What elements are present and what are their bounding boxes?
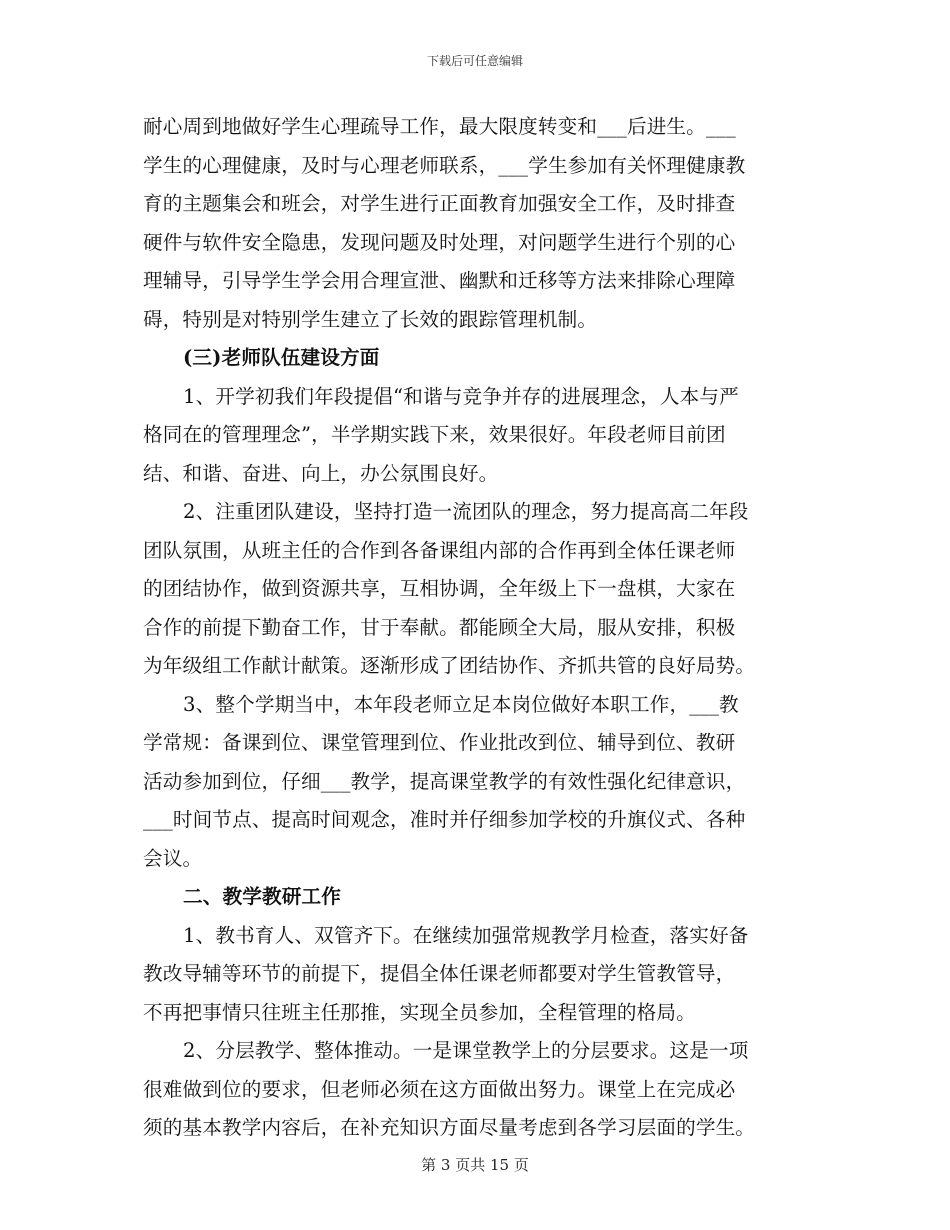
body-line: 学生的心理健康，及时与心理老师联系，___学生参加有关怀理健康教: [143, 153, 746, 177]
header-note: 下载后可任意编辑: [426, 54, 523, 68]
section-heading: (三)老师队伍建设方面: [183, 346, 380, 369]
body-line: 教改导辅等环节的前提下，提倡全体任课老师都要对学生管教管导，: [143, 962, 736, 985]
body-line: 硬件与软件安全隐患，发现问题及时处理，对问题学生进行个别的心: [143, 230, 736, 254]
body-line: 团队氛围，从班主任的合作到各备课组内部的合作再到全体任课老师: [143, 538, 736, 562]
body-line: 活动参加到位，仔细___教学，提高课堂教学的有效性强化纪律意识，: [143, 769, 746, 793]
section-heading: 二、教学教研工作: [183, 885, 341, 908]
body-line: 的团结协作，做到资源共享，互相协调，全年级上下一盘棋，大家在: [143, 577, 736, 600]
paragraph-start-line: 1、开学初我们年段提倡“和谐与竞争并存的进展理念，人本与严: [183, 384, 739, 408]
paragraph-start-line: 2、分层教学、整体推动。一是课堂教学上的分层要求。这是一项: [183, 1039, 749, 1062]
body-line: 碍，特别是对特别学生建立了长效的跟踪管理机制。: [143, 307, 598, 331]
body-line: 会议。: [143, 846, 203, 870]
document-body: [143, 108, 811, 1148]
body-line: 理辅导，引导学生学会用合理宣泄、幽默和迁移等方法来排除心理障: [143, 269, 736, 292]
body-line: ___时间节点、提高时间观念，准时并仔细参加学校的升旗仪式、各种: [143, 808, 746, 831]
body-line: 耐心周到地做好学生心理疏导工作，最大限度转变和___后进生。___: [143, 115, 736, 138]
paragraph-start-line: 2、注重团队建设，坚持打造一流团队的理念，努力提高高二年段: [183, 500, 749, 523]
body-line: 不再把事情只往班主任那推，实现全员参加，全程管理的格局。: [143, 1000, 696, 1024]
body-line: 结、和谐、奋进、向上，办公氛围良好。: [143, 461, 499, 485]
body-line: 为年级组工作献计献策。逐渐形成了团结协作、齐抓共管的良好局势。: [143, 654, 756, 677]
body-line: 须的基本教学内容后，在补充知识方面尽量考虑到各学习层面的学生。: [143, 1116, 756, 1139]
page-number: 第 3 页共 15 页: [421, 1156, 529, 1174]
body-line: 格同在的管理理念”，半学期实践下来，效果很好。年段老师目前团: [143, 423, 726, 446]
body-line: 育的主题集会和班会，对学生进行正面教育加强安全工作，及时排查: [143, 192, 736, 215]
paragraph-start-line: 1、教书育人、双管齐下。在继续加强常规教学月检查，落实好备: [183, 923, 749, 947]
body-line: 学常规：备课到位、课堂管理到位、作业批改到位、辅导到位、教研: [143, 731, 736, 754]
body-line: 合作的前提下勤奋工作，甘于奉献。都能顾全大局，服从安排，积极: [143, 615, 736, 639]
paragraph-start-line: 3、整个学期当中，本年段老师立足本岗位做好本职工作，___教: [183, 692, 739, 716]
body-line: 很难做到位的要求，但老师必须在这方面做出努力。课堂上在完成必: [143, 1077, 736, 1101]
